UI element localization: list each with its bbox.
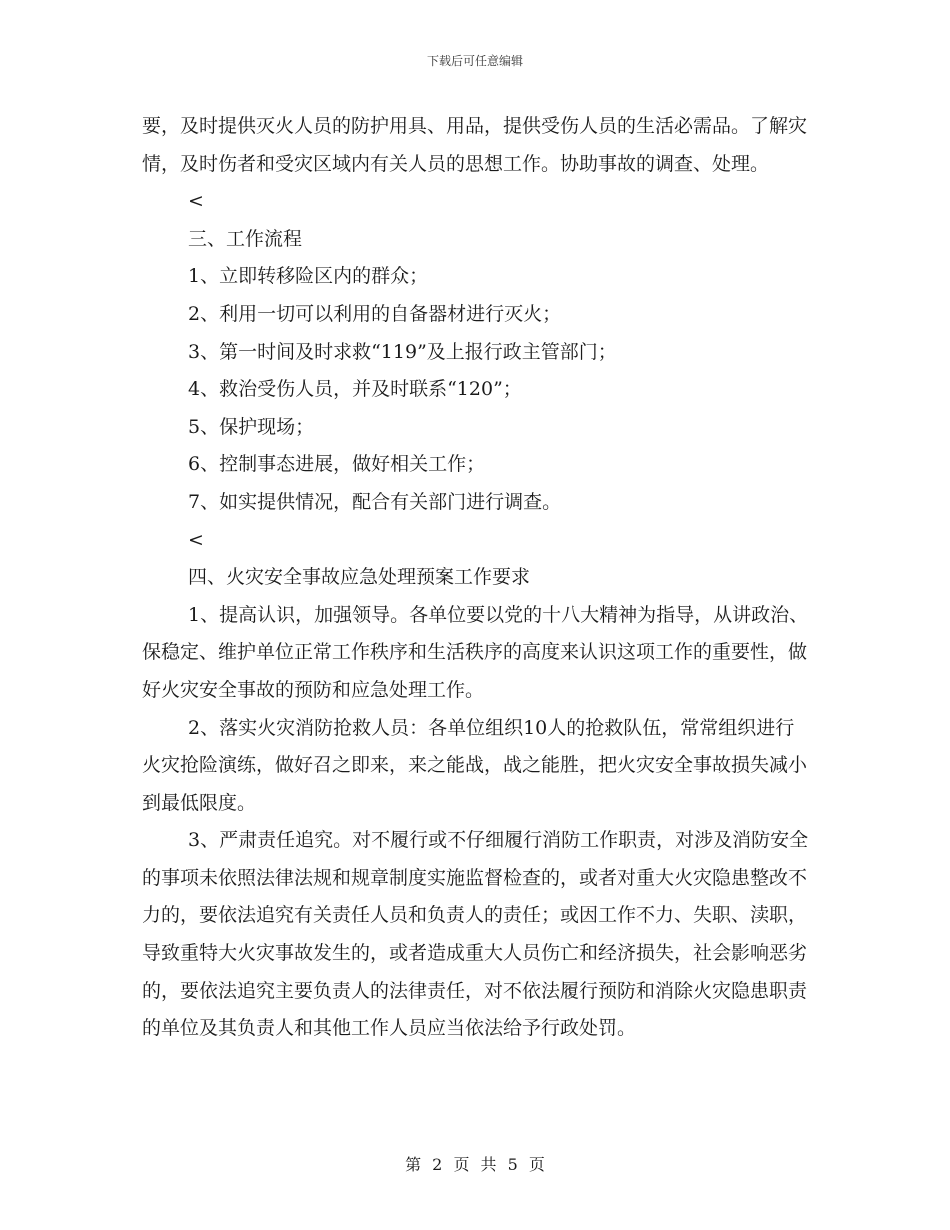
workflow-step: 2、利用一切可以利用的自备器材进行灭火； [188,302,562,325]
section-heading-workflow: 三、工作流程 [188,227,303,250]
paragraph-continuation: 要，及时提供灭火人员的防护用具、用品，提供受伤人员的生活必需品。了解灾情，及时伤者和受灾区域内有关人员的思想工作。协助事故的调查、处理。 [142,115,808,175]
left-angle-mark: < [188,528,204,551]
workflow-step: 1、立即转移险区内的群众； [188,265,429,288]
page-header-note: 下载后可任意编辑 [426,54,523,68]
workflow-step: 6、控制事态进展，做好相关工作； [188,453,486,476]
requirement-paragraph: 2、落实火灾消防抢救人员：各单位组织10人的抢救队伍，常常组织进行火灾抢险演练，做好召之即来，来之能战，战之能胜，把火灾安全事故损失减小到最低限度。 [142,716,808,814]
left-angle-mark: < [188,190,204,213]
requirement-paragraph: 1、提高认识，加强领导。各单位要以党的十八大精神为指导，从讲政治、保稳定、维护单位正常工作秩序和生活秩序的高度来认识这项工作的重要性，做好火灾安全事故的预防和应急处理工作。 [142,603,809,701]
section-heading-requirements: 四、火灾安全事故应急处理预案工作要求 [188,566,531,589]
workflow-step: 7、如实提供情况，配合有关部门进行调查。 [188,490,562,513]
page-number-footer: 第 2 页 共 5 页 [405,1155,545,1174]
workflow-step: 4、救治受伤人员，并及时联系“120”； [188,378,522,401]
requirement-paragraph: 3、严肃责任追究。对不履行或不仔细履行消防工作职责，对涉及消防安全的事项未依照法律法规和规章制度实施监督检查的，或者对重大火灾隐患整改不力的，要依法追究有关责任人员和负责人的责任；或因工作不力、失职、渎职，导致重特大火灾事故发生的，或者造成重大人员伤亡和经济损失，社会影响恶劣的，要依法追究主要负责人的法律责任，对不依法履行预防和消除火灾隐患职责的单位及其负责人和其他工作人员应当依法给予行政处罚。 [142,829,809,1040]
workflow-step: 5、保护现场； [188,415,315,438]
document-body [142,108,810,1048]
workflow-step: 3、第一时间及时求救“119”及上报行政主管部门； [188,340,617,363]
